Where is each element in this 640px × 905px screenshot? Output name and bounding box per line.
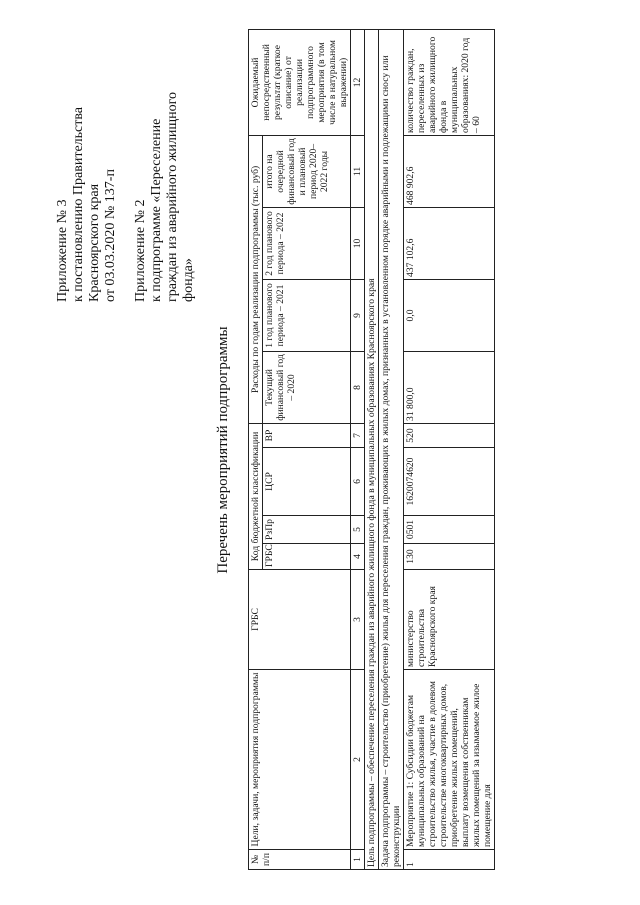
column-number: 12 [351, 29, 365, 135]
header-line: к постановлению Правительства [71, 106, 86, 302]
task-row [379, 29, 404, 869]
column-number: 11 [351, 135, 365, 207]
document-title: Перечень мероприятий подпрограммы [215, 326, 231, 574]
header-line: граждан из аварийного жилищного [165, 91, 180, 302]
activities-table [248, 29, 495, 870]
rotated-document [35, 30, 595, 870]
header-line: к подпрограмме «Переселение [149, 118, 164, 302]
column-number: 9 [351, 279, 365, 351]
col-header-kbk-grbs: ГРБС [263, 544, 351, 570]
col-header-kbk-rzpr: РзПр [263, 516, 351, 544]
task-text: Задача подпрограммы – строительство (приобретение) жилья для переселения граждан, проживающих в жилых домах, признанных в установленном порядке аварийными и подлежащими сносу или реконструкции [379, 29, 404, 869]
column-numbers-row [351, 29, 365, 869]
header-line: от 03.03.2020 № 137-п [103, 169, 118, 302]
col-header-grbs: ГРБС [249, 570, 351, 670]
col-header-no: № п/п [249, 850, 351, 870]
row-kbk-vr: 520 [404, 423, 495, 447]
table-row [404, 29, 495, 869]
header-line: Приложение № 2 [133, 199, 148, 302]
header-line: Красноярского края [87, 183, 102, 302]
header-line: фонда» [181, 258, 196, 302]
row-kbk-grbs: 130 [404, 544, 495, 570]
row-2020: 31 800,0 [404, 351, 495, 423]
row-2022: 437 102,6 [404, 207, 495, 279]
row-grbs: министерство строительства Красноярского края [404, 570, 495, 670]
row-result: количество граждан, переселенных из аварийного жилищного фонда в муниципальных образованиях: 2020 год – 60 [404, 29, 495, 135]
column-number: 10 [351, 207, 365, 279]
col-header-2022: 2 год планового периода – 2022 [263, 207, 351, 279]
activity-description: Мероприятие 1: Субсидии бюджетам муниципальных образований на строительство жилья, участие в долевом строительстве многоквартирных домов, приобретение жилых помещений, выплату возмещения собственникам жилых помещений за изымаемое жилое помещение для [404, 670, 495, 850]
column-number: 7 [351, 423, 365, 447]
column-number: 8 [351, 351, 365, 423]
col-header-goals: Цели, задачи, мероприятия подпрограммы [249, 670, 351, 850]
header-gap [119, 52, 133, 302]
col-header-kbk-csr: ЦСР [263, 448, 351, 516]
column-number: 5 [351, 516, 365, 544]
column-number: 2 [351, 670, 365, 850]
goal-row [365, 29, 379, 869]
row-2021: 0,0 [404, 279, 495, 351]
col-header-total: итого на очередной финансовый год и плановый период 2020–2022 годы [263, 135, 351, 207]
column-number: 4 [351, 544, 365, 570]
col-header-kbk-vr: ВР [263, 423, 351, 447]
column-number: 6 [351, 448, 365, 516]
header-row [249, 29, 263, 869]
column-number: 1 [351, 850, 365, 870]
row-number: 1 [404, 850, 495, 870]
row-total: 468 902,6 [404, 135, 495, 207]
col-header-expenses: Расходы по годам реализации подпрограммы (тыс. руб) [249, 135, 263, 423]
row-kbk-rzpr: 0501 [404, 516, 495, 544]
col-header-result: Ожидаемый непосредственный результат (краткое описание) от реализации подпрограммного мероприятия (в том числе в натуральном выражении) [249, 29, 351, 135]
appendix-header [55, 52, 197, 302]
col-header-2021: 1 год планового периода – 2021 [263, 279, 351, 351]
col-header-kbk: Код бюджетной классификации [249, 423, 263, 569]
header-line: Приложение № 3 [55, 199, 70, 302]
goal-text: Цель подпрограммы – обеспечение переселения граждан из аварийного жилищного фонда в муниципальных образованиях Красноярского края [365, 29, 379, 869]
row-kbk-csr: 1620074620 [404, 448, 495, 516]
column-number: 3 [351, 570, 365, 670]
col-header-2020: Текущий финансовый год – 2020 [263, 351, 351, 423]
